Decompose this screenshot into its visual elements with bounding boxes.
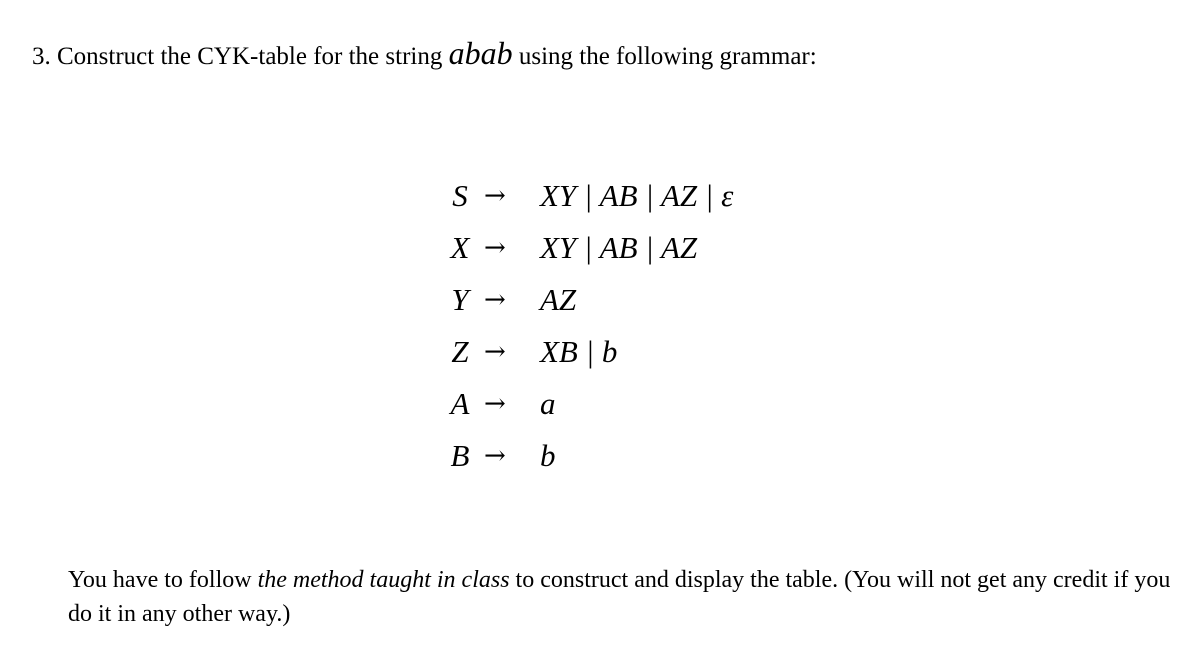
rule-rhs: a	[540, 386, 556, 421]
question-suffix: using the following grammar:	[518, 43, 817, 70]
rule-lhs: S	[452, 178, 468, 213]
input-string: abab	[448, 35, 513, 71]
rule-rhs: AZ	[540, 282, 577, 317]
rule-rhs: XY | AB | AZ | ε	[540, 178, 734, 213]
grammar-rule	[436, 430, 733, 482]
rule-rhs: XB | b	[540, 334, 618, 369]
rule-rhs: XY | AB | AZ	[540, 230, 698, 265]
instruction-paragraph	[68, 563, 1188, 631]
rule-arrow: →	[484, 233, 506, 263]
instruction-emphasis: the method taught in class	[257, 567, 510, 593]
rule-arrow: →	[484, 181, 506, 211]
rule-lhs: Y	[451, 282, 469, 317]
grammar-rules	[436, 170, 733, 482]
rule-rhs: b	[540, 438, 556, 473]
grammar-rule	[436, 274, 733, 326]
rule-arrow: →	[484, 441, 506, 471]
rule-arrow: →	[484, 389, 506, 419]
grammar-rule	[436, 378, 733, 430]
rule-lhs: B	[450, 438, 470, 473]
rule-arrow: →	[484, 285, 506, 315]
question-heading	[32, 36, 817, 74]
grammar-rule	[436, 222, 733, 274]
grammar-rule	[436, 326, 733, 378]
instruction-before: You have to follow	[68, 567, 252, 593]
question-number: 3.	[32, 43, 51, 70]
grammar-rule	[436, 170, 733, 222]
question-prefix: Construct the CYK-table for the string	[57, 43, 443, 70]
rule-lhs: A	[450, 386, 470, 421]
instruction-after: to construct and display the table. (You will not get any credit if you do it in any other way.)	[68, 567, 1171, 627]
rule-lhs: X	[450, 230, 470, 265]
rule-lhs: Z	[451, 334, 469, 369]
rule-arrow: →	[484, 337, 506, 367]
